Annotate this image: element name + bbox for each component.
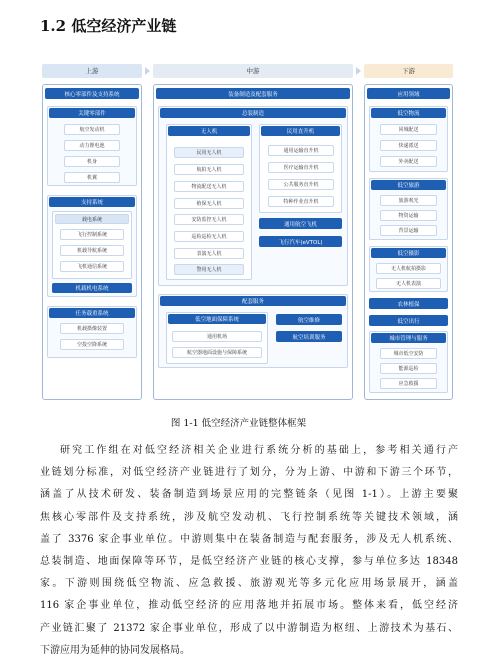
general-aircraft: 通用航空飞机: [259, 218, 342, 229]
logistics-title: 低空物流: [371, 108, 446, 118]
upstream-title: 核心零部件及支持系统: [45, 88, 139, 99]
paragraph-line: 下游应用为延伸的协同发展格局。: [40, 644, 190, 656]
arrow-icon: [145, 67, 150, 75]
evtol: 飞行汽车(eVTOL): [259, 236, 342, 247]
list-item: 无人机航拍摄影: [376, 263, 441, 274]
paragraph-line: 涵盖了从技术研发、装备制造到场景应用的完整链条（见图 1-1）。上游主要聚: [40, 489, 458, 501]
list-item: 机翼: [64, 172, 120, 183]
uav-title: 无人机: [168, 126, 250, 136]
list-item: 无人机表演: [376, 278, 441, 289]
filming-title: 低空摄影: [371, 248, 446, 258]
list-item: 机载导航系统: [60, 245, 124, 256]
list-item: 机身: [64, 156, 120, 167]
stage-downstream: 下游: [364, 64, 453, 78]
list-item: 飞机通信系统: [60, 261, 124, 272]
list-item: 航拍无人机: [174, 164, 244, 175]
low-altitude-travel: 低空出行: [369, 315, 448, 326]
list-item: 警用无人机: [174, 264, 244, 275]
midstream-title: 装备制造及配套服务: [156, 88, 350, 99]
support-title: 支持系统: [49, 197, 135, 207]
paragraph-line: 家。下游则围绕低空物流、应急救援、旅游观光等多元化应用场景展开，涵盖: [40, 578, 458, 590]
list-item: 同城配送: [380, 124, 437, 135]
manufacturing-title: 总装制造: [160, 108, 346, 118]
list-item: 特种作业直升机: [268, 196, 334, 207]
list-item: 植保无人机: [174, 198, 244, 209]
paragraph-line: 产业链汇聚了 21372 家企事业单位，形成了以中游制造为枢纽、上游技术为基石、: [40, 622, 458, 634]
list-item: 安防监控无人机: [174, 214, 244, 225]
mission-title: 任务载重系统: [49, 308, 135, 318]
list-item: 飞行控制系统: [60, 229, 124, 240]
list-item: 应急救援: [380, 378, 437, 389]
stage-upstream: 上游: [42, 64, 142, 78]
list-item: 巡检巡检无人机: [174, 231, 244, 242]
paragraph-line: 焦核心零部件及支持系统，涉及航空发动机、飞行控制系统等关键技术领域，涵: [40, 511, 458, 523]
list-item: 医疗运输直升机: [268, 162, 334, 173]
paragraph-line: 116 家企事业单位，推动低空经济的应用落地并拓展市场。整体来看，低空经济: [40, 600, 458, 612]
list-item: 表演无人机: [174, 248, 244, 259]
list-item: 通用机场: [172, 331, 262, 342]
list-item: 机载摄像装置: [60, 323, 124, 334]
paragraph-line: 业链划分标准，对低空经济产业链进行了划分，分为上游、中游和下游三个环节，: [40, 467, 458, 479]
list-item: 能源巡检: [380, 363, 437, 374]
city-title: 城市管理与服务: [371, 333, 446, 343]
airborne-title: 载电系统: [55, 214, 129, 224]
maintenance: 航空维修: [276, 314, 342, 325]
list-item: 物流配送无人机: [174, 181, 244, 192]
helicopter-title: 民用直升机: [261, 126, 340, 136]
list-item: 背景运输: [380, 225, 437, 236]
list-item: 快递派送: [380, 140, 437, 151]
stage-midstream: 中游: [153, 64, 353, 78]
agri-protection: 农林植保: [369, 298, 448, 309]
list-item: 民用无人机: [174, 147, 244, 158]
list-item: 物资运输: [380, 210, 437, 221]
list-item: 旅游观光: [380, 195, 437, 206]
list-item: 城市低空安防: [380, 348, 437, 359]
list-item: 空投空降系统: [60, 339, 124, 350]
list-item: 公共服务直升机: [268, 179, 334, 190]
list-item: 外卖配送: [380, 156, 437, 167]
list-item: 动力锂电池: [64, 140, 120, 151]
paragraph-line: 总装制造、地面保障等环节，是低空经济产业链的核心支撑，参与单位多达 18348: [40, 556, 458, 568]
services-title: 配套服务: [160, 296, 346, 306]
downstream-title: 应用领域: [367, 88, 450, 99]
paragraph-line: 研究工作组在对低空经济相关企业进行系统分析的基础上，参考相关通行产: [60, 445, 458, 456]
list-item: 航空器地面设施与保障系统: [172, 347, 262, 358]
key-parts-title: 关键零部件: [49, 108, 135, 118]
body-paragraph: [40, 440, 458, 662]
list-item: 通用运输直升机: [268, 145, 334, 156]
training: 航空培训服务: [276, 331, 342, 342]
section-heading: 1.2 低空经济产业链: [40, 17, 177, 35]
arrow-icon: [356, 67, 361, 75]
list-item: 航空发动机: [64, 124, 120, 135]
ground-title: 低空地面保障系统: [168, 314, 266, 324]
paragraph-line: 盖了 3376 家企事业单位。中游则集中在装备制造与配套服务，涉及无人机系统、: [40, 533, 458, 545]
figure-caption: 图 1-1 低空经济产业链整体框架: [170, 418, 307, 429]
tourism-title: 低空旅游: [371, 180, 446, 190]
mech-system: 机载机电系统: [52, 283, 132, 293]
